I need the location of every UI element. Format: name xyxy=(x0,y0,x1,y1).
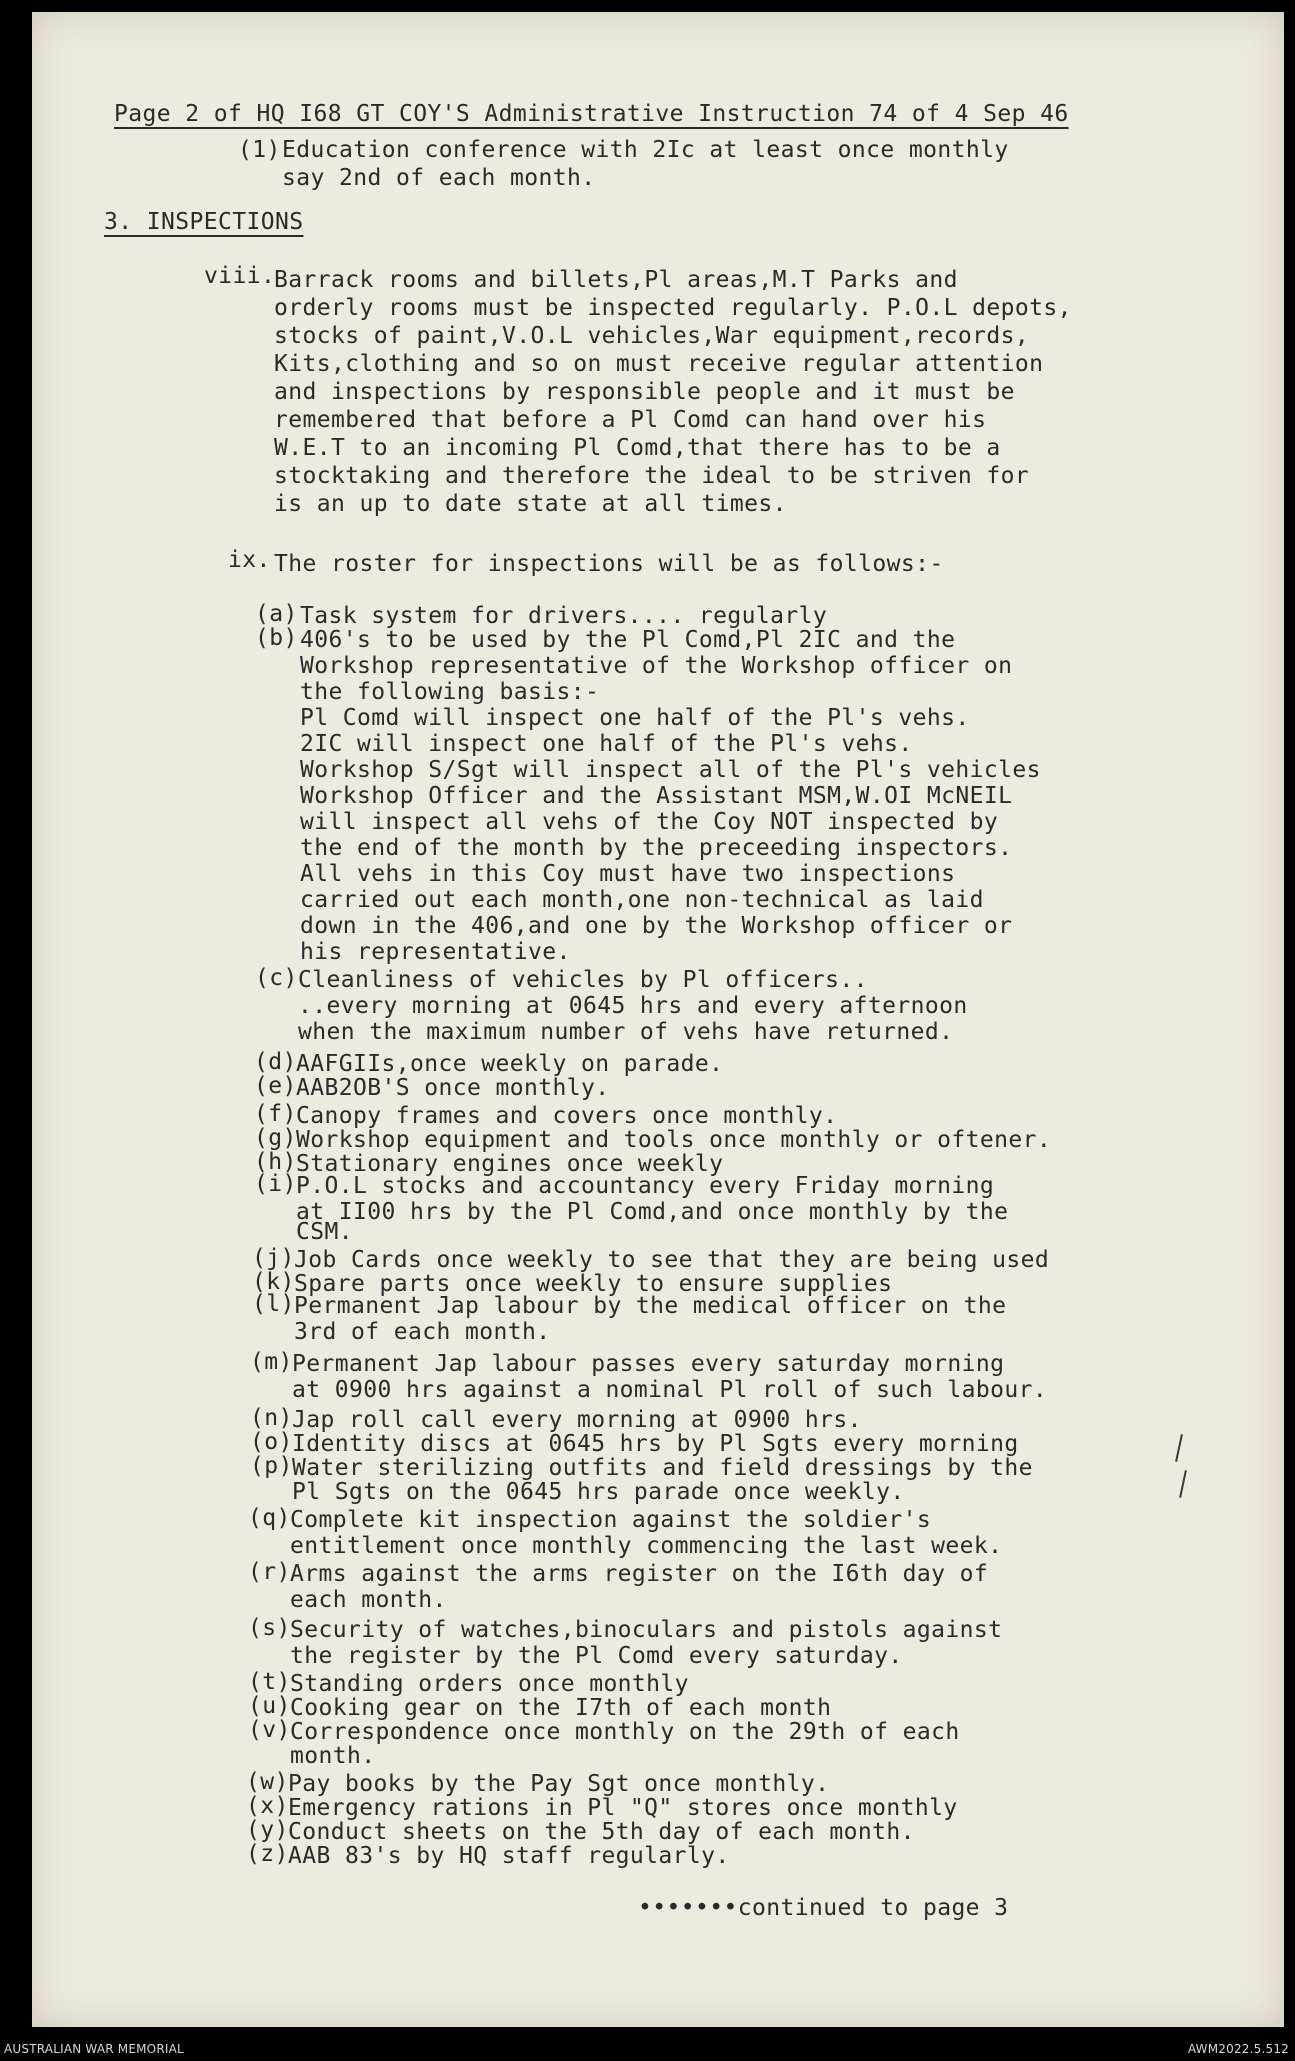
para-number: viii. xyxy=(204,263,276,289)
para-line: Barrack rooms and billets,Pl areas,M.T Parks and xyxy=(274,267,958,293)
roster-key: (i) xyxy=(254,1171,297,1197)
roster-line: Workshop representative of the Workshop officer on xyxy=(300,653,1013,679)
roster-line: P.O.L stocks and accountancy every Friday morning xyxy=(296,1173,995,1199)
para-line: is an up to date state at all times. xyxy=(274,491,787,517)
roster-key: (e) xyxy=(254,1073,297,1099)
roster-key: (g) xyxy=(254,1125,297,1151)
roster-line: Workshop Officer and the Assistant MSM,W.OI McNEIL xyxy=(300,783,1013,809)
footer-archive-name: AUSTRALIAN WAR MEMORIAL xyxy=(4,2042,184,2056)
intro-line: say 2nd of each month. xyxy=(282,165,596,191)
page-header: Page 2 of HQ I68 GT COY'S Administrative Instruction 74 of 4 Sep 46 xyxy=(114,101,1069,127)
roster-line: Conduct sheets on the 5th day of each month. xyxy=(288,1819,915,1845)
roster-key: (q) xyxy=(248,1505,291,1531)
roster-line: Workshop equipment and tools once monthly or oftener. xyxy=(296,1127,1052,1153)
para-line: stocktaking and therefore the ideal to be striven for xyxy=(274,463,1030,489)
roster-line: Cleanliness of vehicles by Pl officers.. xyxy=(298,967,868,993)
roster-line: when the maximum number of vehs have returned. xyxy=(298,1019,954,1045)
roster-line: Spare parts once weekly to ensure supplies xyxy=(294,1271,893,1297)
para-line: and inspections by responsible people and it must be xyxy=(274,379,1015,405)
roster-line: Pay books by the Pay Sgt once monthly. xyxy=(288,1771,830,1797)
roster-line: Workshop S/Sgt will inspect all of the Pl's vehicles xyxy=(300,757,1041,783)
roster-line: All vehs in this Coy must have two inspections xyxy=(300,861,956,887)
roster-line: 3rd of each month. xyxy=(294,1319,551,1345)
roster-line: Arms against the arms register on the I6th day of xyxy=(290,1561,989,1587)
intro-line: Education conference with 2Ic at least once monthly xyxy=(282,137,1009,163)
roster-line: Emergency rations in Pl "Q" stores once monthly xyxy=(288,1795,958,1821)
roster-key: (s) xyxy=(248,1615,291,1641)
roster-line: Permanent Jap labour by the medical officer on the xyxy=(294,1293,1007,1319)
roster-line: Pl Sgts on the 0645 hrs parade once weekly. xyxy=(292,1479,905,1505)
margin-tick xyxy=(1179,1470,1187,1498)
roster-line: Complete kit inspection against the soldier's xyxy=(290,1507,932,1533)
roster-key: (r) xyxy=(248,1559,291,1585)
roster-key: (c) xyxy=(255,965,298,991)
para-line: The roster for inspections will be as follows:- xyxy=(274,551,944,577)
roster-line: down in the 406,and one by the Workshop officer or xyxy=(300,913,1013,939)
section-heading: 3. INSPECTIONS xyxy=(104,209,304,235)
roster-key: (l) xyxy=(252,1291,295,1317)
roster-key: (m) xyxy=(250,1349,293,1375)
roster-line: Water sterilizing outfits and field dressings by the xyxy=(292,1455,1033,1481)
roster-line: Security of watches,binoculars and pistols against xyxy=(290,1617,1003,1643)
roster-line: Job Cards once weekly to see that they are being used xyxy=(294,1247,1050,1273)
footer-reference-id: AWM2022.5.512 xyxy=(1187,2042,1289,2056)
roster-line: Standing orders once monthly xyxy=(290,1671,689,1697)
roster-line: 2IC will inspect one half of the Pl's vehs. xyxy=(300,731,913,757)
roster-key: (d) xyxy=(254,1049,297,1075)
roster-line: Correspondence once monthly on the 29th of each xyxy=(290,1719,960,1745)
roster-line: AAB 83's by HQ staff regularly. xyxy=(288,1843,730,1869)
roster-line: AAFGIIs,once weekly on parade. xyxy=(296,1051,724,1077)
continued-note: •••••••continued to page 3 xyxy=(638,1895,1009,1921)
roster-line: the following basis:- xyxy=(300,679,600,705)
para-line: W.E.T to an incoming Pl Comd,that there has to be a xyxy=(274,435,1001,461)
roster-line: carried out each month,one non-technical as laid xyxy=(300,887,984,913)
roster-line: Jap roll call every morning at 0900 hrs. xyxy=(292,1407,862,1433)
roster-key: (h) xyxy=(254,1149,297,1175)
roster-key: (j) xyxy=(252,1245,295,1271)
roster-key: (t) xyxy=(248,1669,291,1695)
para-line: stocks of paint,V.O.L vehicles,War equipment,records, xyxy=(274,323,1030,349)
roster-key: (z) xyxy=(246,1841,289,1867)
roster-line: each month. xyxy=(290,1587,447,1613)
margin-tick xyxy=(1175,1434,1183,1462)
roster-line: at 0900 hrs against a nominal Pl roll of such labour. xyxy=(292,1377,1048,1403)
roster-key: (x) xyxy=(246,1793,289,1819)
roster-key: (u) xyxy=(248,1693,291,1719)
roster-line: will inspect all vehs of the Coy NOT inspected by xyxy=(300,809,999,835)
roster-line: ..every morning at 0645 hrs and every afternoon xyxy=(298,993,968,1019)
roster-key: (w) xyxy=(246,1769,289,1795)
roster-key: (f) xyxy=(254,1101,297,1127)
roster-key: (o) xyxy=(250,1429,293,1455)
roster-line: the end of the month by the preceeding inspectors. xyxy=(300,835,1013,861)
roster-key: (n) xyxy=(250,1405,293,1431)
roster-line: month. xyxy=(290,1743,376,1769)
roster-line: Cooking gear on the I7th of each month xyxy=(290,1695,832,1721)
para-line: orderly rooms must be inspected regularly. P.O.L depots, xyxy=(274,295,1072,321)
roster-line: his representative. xyxy=(300,939,571,965)
roster-key: (a) xyxy=(255,601,298,627)
roster-line: Permanent Jap labour passes every saturday morning xyxy=(292,1351,1005,1377)
roster-key: (k) xyxy=(252,1269,295,1295)
roster-key: (v) xyxy=(248,1717,291,1743)
roster-key: (b) xyxy=(255,625,298,651)
para-line: remembered that before a Pl Comd can hand over his xyxy=(274,407,987,433)
roster-line: CSM. xyxy=(296,1219,353,1245)
roster-line: at II00 hrs by the Pl Comd,and once monthly by the xyxy=(296,1199,1009,1225)
roster-key: (y) xyxy=(246,1817,289,1843)
document-page xyxy=(32,12,1284,2027)
roster-line: entitlement once monthly commencing the last week. xyxy=(290,1533,1003,1559)
roster-line: AAB2OB'S once monthly. xyxy=(296,1075,610,1101)
roster-line: 406's to be used by the Pl Comd,Pl 2IC and the xyxy=(300,627,956,653)
para-number: ix. xyxy=(228,547,271,573)
para-line: Kits,clothing and so on must receive regular attention xyxy=(274,351,1044,377)
roster-line: the register by the Pl Comd every saturday. xyxy=(290,1643,903,1669)
roster-line: Task system for drivers.... regularly xyxy=(300,603,828,629)
roster-line: Canopy frames and covers once monthly. xyxy=(296,1103,838,1129)
item-number: (1) xyxy=(238,137,281,163)
roster-key: (p) xyxy=(250,1453,293,1479)
roster-line: Stationary engines once weekly xyxy=(296,1151,724,1177)
roster-line: Identity discs at 0645 hrs by Pl Sgts every morning xyxy=(292,1431,1019,1457)
roster-line: Pl Comd will inspect one half of the Pl's vehs. xyxy=(300,705,970,731)
